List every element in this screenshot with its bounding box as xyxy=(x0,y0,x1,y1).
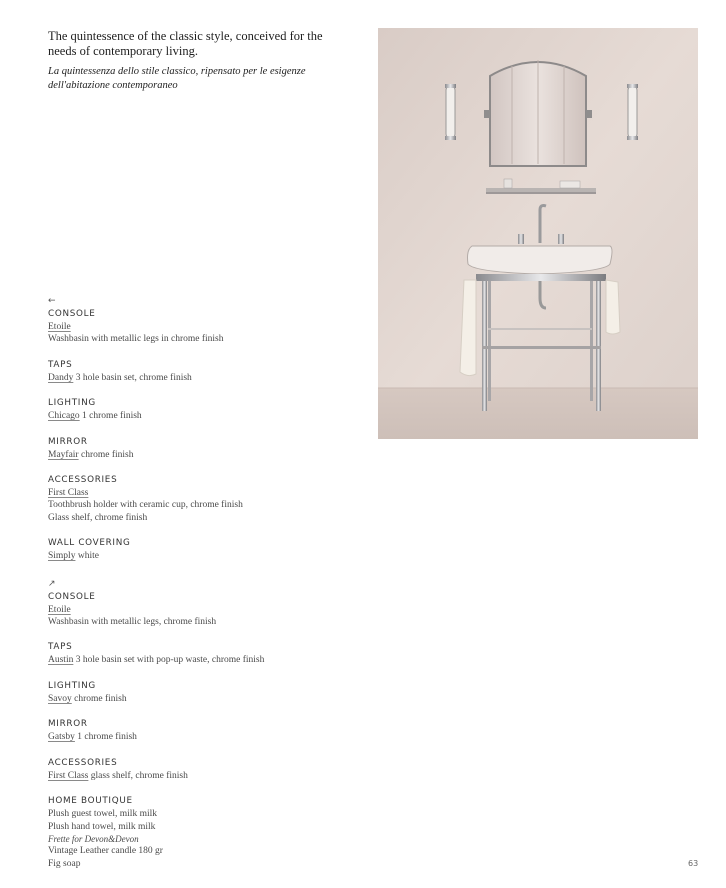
spec-line: Chicago 1 chrome finish xyxy=(48,411,142,422)
spec-group-taps xyxy=(48,641,368,666)
spec-group-wall-covering xyxy=(48,537,368,562)
spec-label: TAPS xyxy=(48,359,73,370)
spec-line: First Class glass shelf, chrome finish xyxy=(48,770,188,781)
spec-line xyxy=(48,604,368,616)
spec-line xyxy=(48,321,368,333)
spec-label: MIRROR xyxy=(48,719,88,730)
product-link[interactable]: Chicago xyxy=(48,411,80,422)
spec-group-lighting xyxy=(48,397,368,422)
spec-line: Washbasin with metallic legs in chrome finish xyxy=(48,334,224,345)
spec-group-console xyxy=(48,308,368,346)
product-link[interactable]: Etoile xyxy=(48,322,71,332)
spec-label: LIGHTING xyxy=(48,398,96,409)
product-link[interactable]: Etoile xyxy=(48,604,71,615)
spec-line: Austin 3 hole basin set with pop-up waste, chrome finish xyxy=(48,655,265,666)
product-link[interactable]: Simply xyxy=(48,551,76,562)
intro-block xyxy=(48,29,348,93)
spec-label: ACCESSORIES xyxy=(48,475,118,486)
spec-line: Dandy 3 hole basin set, chrome finish xyxy=(48,372,192,383)
product-link[interactable]: First Class xyxy=(48,488,89,499)
page-number: 63 xyxy=(688,859,699,868)
spec-line: Plush hand towel, milk milk xyxy=(48,821,156,832)
product-link[interactable]: Mayfair xyxy=(48,449,79,460)
spec-line: Vintage Leather candle 180 gr xyxy=(48,846,163,857)
product-link[interactable]: Savoy xyxy=(48,693,72,704)
spec-group-accessories xyxy=(48,757,368,782)
spec-group-home-boutique xyxy=(48,795,368,870)
spec-line: Gatsby 1 chrome finish xyxy=(48,732,137,743)
spec-line: Washbasin with metallic legs, chrome finish xyxy=(48,617,217,628)
spec-group-mirror xyxy=(48,718,368,743)
spec-line: Toothbrush holder with ceramic cup, chrome finish xyxy=(48,500,243,511)
spec-line: Glass shelf, chrome finish xyxy=(48,512,148,523)
spec-label: WALL COVERING xyxy=(48,538,131,549)
intro-italian: La quintessenza dello stile classico, ripensato per le esigenze dell'abitazione contemporaneo xyxy=(48,66,306,91)
spec-label: ACCESSORIES xyxy=(48,757,118,768)
up-right-arrow-icon: ↗ xyxy=(48,578,56,589)
product-link[interactable]: Gatsby xyxy=(48,732,75,743)
bathroom-console-photo xyxy=(378,28,698,439)
spec-group-console xyxy=(48,591,368,629)
intro-english: The quintessence of the classic style, conceived for the needs of contemporary living. xyxy=(48,29,323,58)
product-link[interactable]: First Class xyxy=(48,770,89,781)
spec-line: Fig soap xyxy=(48,858,81,869)
spec-group-mirror xyxy=(48,436,368,461)
product-link[interactable]: Austin xyxy=(48,655,74,666)
spec-group-taps xyxy=(48,359,368,384)
left-arrow-icon: ← xyxy=(48,296,56,306)
product-specs xyxy=(48,296,368,883)
spec-label: CONSOLE xyxy=(48,591,96,602)
spec-line: Savoy chrome finish xyxy=(48,693,127,704)
spec-line: Frette for Devon&Devon xyxy=(48,833,139,844)
left-image-specs xyxy=(48,296,368,563)
spec-label: CONSOLE xyxy=(48,309,96,319)
spec-line xyxy=(48,487,368,499)
product-link[interactable]: Dandy xyxy=(48,372,74,383)
spec-line: Plush guest towel, milk milk xyxy=(48,809,157,820)
right-image-specs xyxy=(48,579,368,870)
spec-label: LIGHTING xyxy=(48,680,96,691)
spec-label: TAPS xyxy=(48,642,73,653)
spec-group-accessories xyxy=(48,474,368,524)
spec-group-lighting xyxy=(48,680,368,705)
spec-label: MIRROR xyxy=(48,436,88,447)
spec-line: Mayfair chrome finish xyxy=(48,449,134,460)
spec-line: Simply white xyxy=(48,551,99,562)
spec-label: HOME BOUTIQUE xyxy=(48,796,133,807)
